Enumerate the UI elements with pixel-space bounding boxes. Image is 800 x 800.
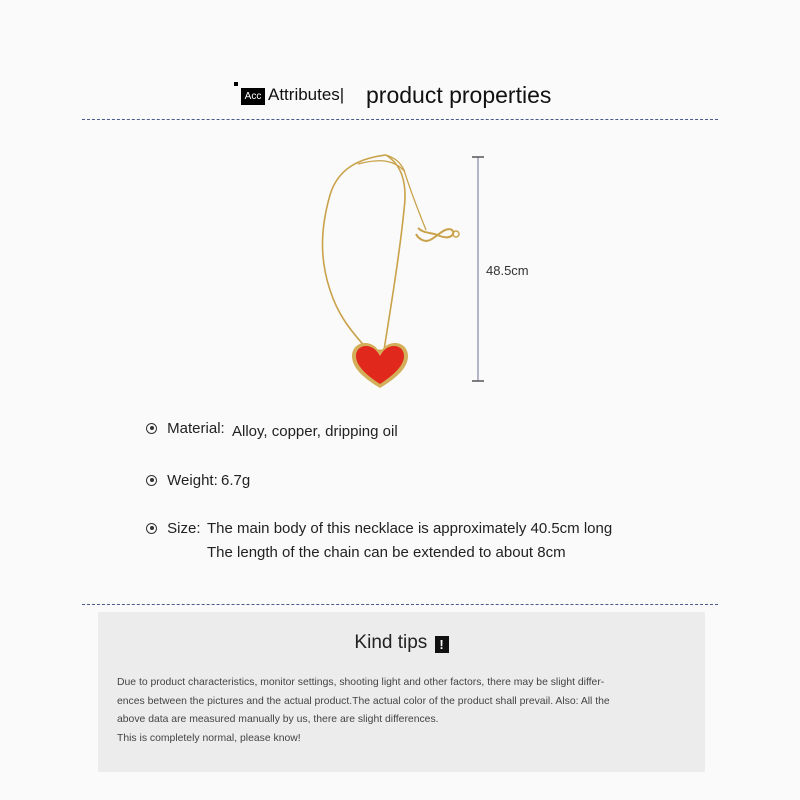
tips-title-text: Kind tips <box>354 632 428 653</box>
tips-line: above data are measured manually by us, there are slight differences. <box>117 714 439 725</box>
kind-tips-panel <box>98 612 705 772</box>
length-indicator <box>468 155 488 390</box>
size-line-1: The main body of this necklace is approximately 40.5cm long <box>207 520 613 537</box>
attributes-label: Attributes| <box>268 85 345 104</box>
weight-label: Weight: <box>167 472 218 489</box>
length-label: 48.5cm <box>486 263 529 278</box>
tips-line: Due to product characteristics, monitor settings, shooting light and other factors, there may be slight differ- <box>117 677 605 688</box>
logo-dot <box>234 82 238 86</box>
tips-line: This is completely normal, please know! <box>117 732 301 744</box>
size-label: Size: <box>167 520 201 537</box>
bullet-icon <box>146 423 157 434</box>
material-value: Alloy, copper, dripping oil <box>232 423 398 440</box>
exclamation-icon: ! <box>435 636 449 653</box>
bullet-icon <box>146 475 157 486</box>
tips-title <box>98 632 705 654</box>
top-divider <box>82 119 718 120</box>
weight-value: 6.7g <box>221 472 251 489</box>
material-row <box>146 420 398 440</box>
necklace-image <box>300 150 470 395</box>
material-label: Material: <box>167 420 225 437</box>
weight-row <box>146 472 251 489</box>
tips-line: ences between the pictures and the actual product.The actual color of the product shall prevail. Also: All the <box>117 695 610 707</box>
size-row <box>146 520 613 561</box>
tips-text <box>117 674 691 748</box>
page-header <box>0 82 800 112</box>
brand-logo: Acc <box>241 88 265 105</box>
heart-pendant-necklace-icon <box>300 150 470 390</box>
page-title: product properties <box>366 82 552 108</box>
bullet-icon <box>146 523 157 534</box>
size-line-2: The length of the chain can be extended to about 8cm <box>207 544 566 561</box>
bottom-divider <box>82 604 718 605</box>
